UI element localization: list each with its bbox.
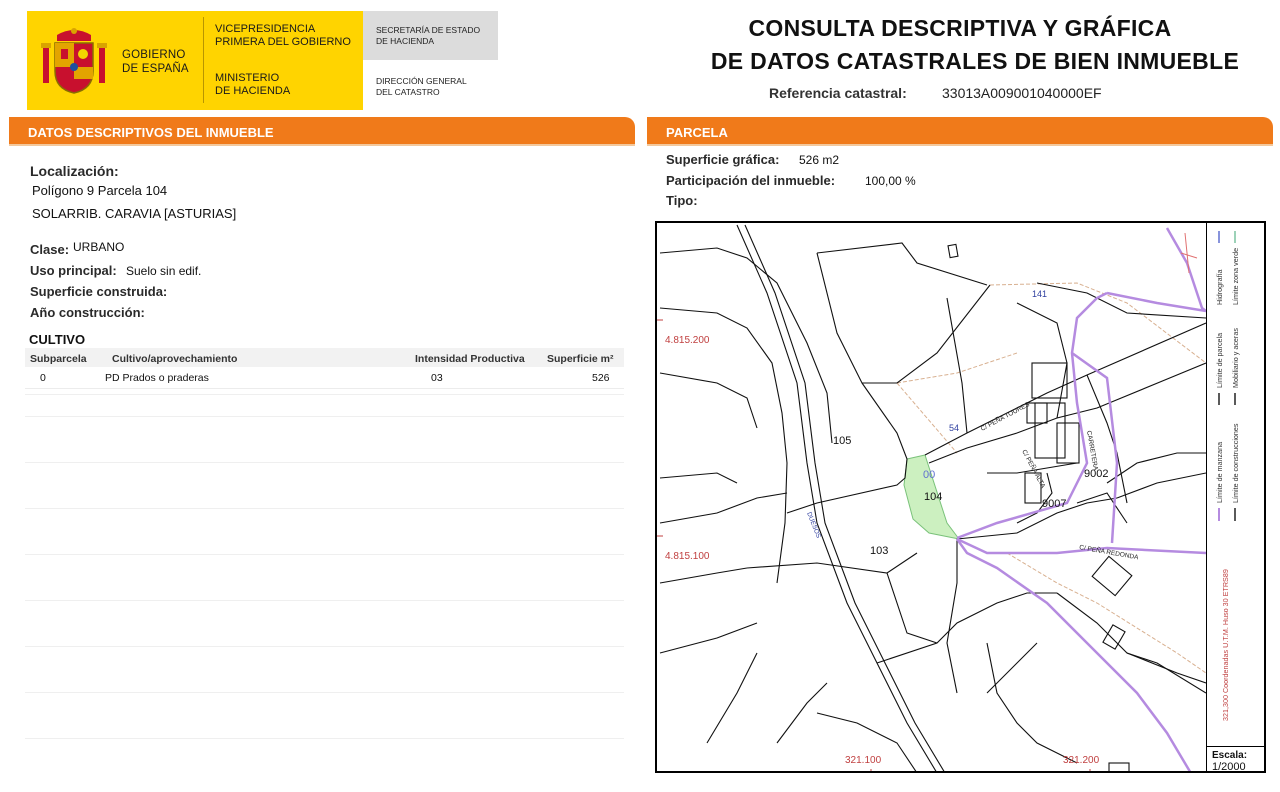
clase-label: Clase: — [30, 242, 70, 257]
header-intensidad: Intensidad Productiva — [415, 353, 525, 365]
table-empty-rule — [25, 416, 624, 417]
coord-label-y2: 4.815.100 — [665, 551, 710, 562]
parcel-label-9002: 9002 — [1084, 468, 1109, 480]
table-empty-rule — [25, 646, 624, 647]
street-label-pena-toures: C/ PEÑA TOURES — [979, 401, 1031, 433]
header-superficie: Superficie m² — [547, 353, 614, 365]
clase-value: URBANO — [73, 240, 125, 254]
legend-hidrografia: Hidrografía — [1215, 269, 1224, 305]
legend-limite-manzana: Límite de manzana — [1215, 441, 1224, 503]
legend-limite-construcciones: Límite de construcciones — [1231, 423, 1240, 503]
parcel-label-9007: 9007 — [1042, 498, 1067, 510]
table-empty-rule — [25, 600, 624, 601]
superficie-grafica-label: Superficie gráfica: — [666, 152, 780, 167]
parcel-label-00: 00 — [923, 469, 936, 481]
banner-shadow — [9, 144, 635, 146]
ref-label: Referencia catastral: — [769, 85, 907, 101]
map-legend — [1206, 223, 1264, 746]
cultivo-title: CULTIVO — [29, 332, 86, 347]
title-line-2: DE DATOS CATASTRALES DE BIEN INMUEBLE — [710, 48, 1240, 74]
table-row — [25, 367, 624, 389]
coord-label-y1: 4.815.200 — [665, 335, 710, 346]
ministerio-label: MINISTERIO DE HACIENDA — [215, 72, 291, 97]
coat-of-arms-icon — [39, 25, 109, 97]
parcel-label-104: 104 — [924, 491, 943, 503]
title-line-1: CONSULTA DESCRIPTIVA Y GRÁFICA — [748, 15, 1172, 41]
table-empty-rule — [25, 462, 624, 463]
cadastral-map[interactable] — [655, 221, 1266, 773]
parcel-label-105: 105 — [833, 435, 852, 447]
uso-principal-label: Uso principal: — [30, 263, 117, 278]
legend-mobiliario-aceras: Mobiliario y aceras — [1231, 328, 1240, 388]
cell-superficie: 526 — [592, 372, 610, 384]
document-title — [640, 12, 1280, 78]
header-cultivo: Cultivo/aprovechamiento — [112, 353, 238, 365]
street-label-pena-alta: C/ PEÑA ALTA — [1020, 448, 1047, 490]
vicepresidencia-label: VICEPRESIDENCIA PRIMERA DEL GOBIERNO — [215, 23, 351, 48]
secretaria-box — [363, 11, 498, 60]
direccion-general-label: DIRECCIÓN GENERAL DEL CATASTRO — [376, 76, 467, 97]
legend-limite-parcela: Límite de parcela — [1215, 332, 1224, 388]
ref-value: 33013A009001040000EF — [942, 85, 1102, 101]
participacion-label: Participación del inmueble: — [666, 173, 836, 188]
scale-box — [1206, 746, 1264, 773]
table-header — [25, 348, 624, 367]
table-empty-rule — [25, 394, 624, 395]
datos-descriptivos-banner: DATOS DESCRIPTIVOS DEL INMUEBLE — [9, 117, 635, 144]
tipo-label: Tipo: — [666, 193, 698, 208]
parcel-label-141: 141 — [1032, 289, 1048, 299]
referencia-catastral — [769, 85, 1102, 101]
localizacion-line-1: Polígono 9 Parcela 104 — [32, 183, 168, 198]
legend-limite-zona-verde: Límite zona verde — [1231, 247, 1240, 305]
banner-shadow — [647, 144, 1273, 146]
participacion-value: 100,00 % — [865, 174, 916, 188]
map-canvas — [657, 223, 1206, 773]
legend-projection: 321,300 Coordenadas U.T.M. Huso 30 ETRS89 — [1221, 569, 1230, 721]
cell-subparcela: 0 — [40, 372, 46, 384]
scale-label: Escala: — [1212, 750, 1248, 761]
coord-label-x1: 321.100 — [845, 755, 882, 766]
scale-value: 1/2000 — [1212, 761, 1246, 773]
localizacion-label: Localización: — [30, 163, 119, 179]
street-label-pena-redonda: C/ PEÑA REDONDA — [1078, 544, 1139, 562]
gobierno-label: GOBIERNO DE ESPAÑA — [122, 49, 189, 75]
table-empty-rule — [25, 738, 624, 739]
government-logo — [27, 11, 363, 110]
secretaria-label: SECRETARÍA DE ESTADO DE HACIENDA — [376, 25, 481, 46]
parcela-banner: PARCELA — [647, 117, 1273, 144]
table-empty-rule — [25, 692, 624, 693]
coord-label-x2: 321.200 — [1063, 755, 1100, 766]
street-label-duesos: DUESOS — [805, 511, 822, 540]
table-empty-rule — [25, 508, 624, 509]
street-label-carretera: CARRETERA — [1085, 430, 1099, 471]
uso-principal-value: Suelo sin edif. — [126, 264, 202, 278]
anio-construccion-label: Año construcción: — [30, 305, 145, 320]
superficie-grafica-value: 526 m2 — [799, 153, 840, 167]
superficie-construida-label: Superficie construida: — [30, 284, 168, 299]
parcel-label-103: 103 — [870, 545, 889, 557]
cultivo-table — [25, 348, 624, 389]
cell-intensidad: 03 — [431, 372, 443, 384]
parcel-label-54: 54 — [949, 423, 960, 433]
table-empty-rule — [25, 554, 624, 555]
localizacion-line-2: SOLARRIB. CARAVIA [ASTURIAS] — [32, 206, 237, 221]
logo-divider — [203, 17, 204, 103]
cell-cultivo: PD Prados o praderas — [105, 372, 209, 384]
header-subparcela: Subparcela — [30, 353, 87, 365]
